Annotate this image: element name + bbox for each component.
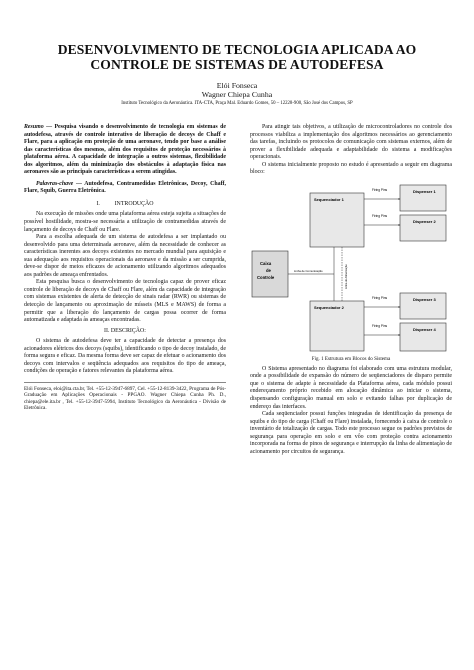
keywords: [24, 181, 226, 196]
dispenser-2-label: Dispenser 2: [413, 218, 436, 224]
right-paragraph-2: O sistema inicialmente proposto no estudo é apresentado a seguir em diagrama bloco:: [250, 161, 452, 176]
author-footnote: Elói Fonseca, eloi@ita.cta.br, Tel. +55-12-3947-6897, Cel. +55-12-8139-3422, Programa de Pós-Graduação em Aplicações Operacionais - PPGAO. Wagner Chiepa Cunha Ph. D., chiepa@ele.ita.br , Tel. +55-12-3947-5994, Instituto Tecnológico da Aeronáutica - Divisão de Eletrônica.: [24, 382, 226, 412]
section-heading-introduction: I. INTRODUÇÃO: [96, 200, 154, 207]
right-paragraph-4: Cada seqüenciador possui funções integradas de identificação da presença de squibs e do tipo de carga (Chaff ou Flare) instalada, fornecendo à caixa de controle o inventário de totalização de cargas. Todo este processo segue os padrões previstos de segurança para operação em solo e em vôo com proteção contra acionamento incorporada na forma de pinos de segurança e interrupção da linha de alimentação de acionamento por circuitos de segurança.: [250, 411, 452, 455]
comm-line-label: Linha de Comunicação: [294, 268, 323, 273]
intro-paragraph-3: Esta pesquisa busca o desenvolvimento de tecnologia capaz de prover eficaz controle de liberação de decoys de Chaff ou Flare, além da capacidade de integração com sistemas existentes de alerta de detecção de sinais radar (RWR) ou sistemas de detecção de lançamento ou aproximação de mísseis (MLS e MAWS) de forma a permitir que a liberação do lançamento de cargas possa ocorrer de forma automatizada e adaptada às ameaças encontradas.: [24, 279, 226, 324]
figure-caption: Fig. 1 Estrutura em Blocos do Sistema: [311, 355, 391, 362]
right-column: [250, 124, 452, 456]
left-column: [24, 124, 226, 412]
right-paragraph-1: Para atingir tais objetivos, a utilização de microcontroladores no controle dos processos viabiliza a implementação dos algoritmos necessários ao gerenciamento das tarefas, incluindo os protocolos de comunicação com sistemas externos, além de prover a flexibilidade adequada e adaptabilidade do sistema a modificações operacionais.: [250, 124, 452, 161]
dispenser-4-label: Dispenser 4: [413, 326, 436, 332]
firing-pins-label-1: Firing Pins: [372, 187, 388, 192]
control-box-label-2: de: [266, 267, 271, 273]
dispenser-3-label: Dispenser 3: [413, 296, 436, 302]
affiliation: Instituto Tecnológico da Aeronáutica. ITA-CTA, Praça Mal. Eduardo Gomes, 50 – 12228-900, São José dos Campos, SP: [121, 101, 353, 106]
abstract: [24, 124, 226, 177]
block-diagram: [250, 181, 452, 354]
firing-pins-label-2: Firing Pins: [372, 213, 388, 218]
abstract-label: Resumo: [24, 124, 44, 130]
control-box-label-3: Controle: [257, 274, 275, 280]
keywords-label: Palavras-chave: [36, 180, 74, 187]
intro-paragraph-1: Na execução de missões onde uma plataforma aérea esteja sujeita a situações de possível hostilidade, mostra-se necessária a utilização de contramedidas através de lançamento de decoys de Chaff ou Flare.: [24, 211, 226, 233]
title-line-2: CONTROLE DE SISTEMAS DE AUTODEFESA: [90, 57, 384, 72]
sequencer-2-label: Sequenciador 2: [314, 304, 344, 310]
firing-pins-label-3: Firing Pins: [372, 295, 388, 300]
control-box: [252, 251, 288, 297]
title-line-1: DESENVOLVIMENTO DE TECNOLOGIA APLICADA AO: [57, 42, 417, 57]
paper-title: [20, 42, 454, 72]
sequencer-1-label: Sequenciador 1: [314, 196, 344, 202]
intro-paragraph-2: Para a escolha adequada de um sistema de autodefesa a ser implantado ou desenvolvido para uma determinada aeronave, além da necessidade de conhecer as características inerentes aos decoys existentes no mercado mundial para aquisição e sua adequação aos requisitos operacionais da aeronave e da missão a ser cumprida, deve-se dispor de meios eficazes de acionamento utilizando algoritmos adequados aos padrões de ameaça enfrentados.: [24, 234, 226, 278]
abstract-text: — Pesquisa visando o desenvolvimento de tecnologia em sistemas de autodefesa, através de controle interativo de liberação de decoys de Chaff e Flare, para a aplicação em proteção de uma aeronave, tendo por base a análise das características dos mesmos, além dos requisitos de proteção necessários à plataforma aérea. A capacidade de integração a outros sistemas, flexibilidade dos algoritmos, além da minimização dos obstáculos à adaptação física nas aeronaves são as principais características a serem atingidas.: [24, 124, 226, 176]
section-heading-description: II. DESCRIÇÃO:: [104, 327, 146, 334]
right-paragraph-3: O Sistema apresentado no diagrama foi elaborado com uma estrutura modular, onde a possibilidade de expansão do número de seqüenciadores de disparo permite que o sistema de adapte à necessidade da Plataforma aérea, cada módulo possui endereçamento próprio recebido em alocação dinâmica ao iniciar o sistema, dispensando configuração manual em solo e evitando falhas por duplicação de endereço das interfaces.: [250, 365, 452, 410]
author-2: Wagner Chiepa Cunha: [201, 90, 273, 99]
power-line-label: Linha de Alimentação: [345, 264, 348, 289]
control-box-label-1: Caixa: [260, 260, 272, 266]
firing-pins-label-4: Firing Pins: [372, 323, 388, 328]
description-paragraph-1: O sistema de autodefesa deve ter a capacidade de detectar a presença dos acionadores elétricos dos decoys (squibs), identificando o tipo de decoy instalado, de forma segura e eficaz. Da mesma forma deve ser capaz de efetuar o acionamento dos decoys com intervalos e seqüência adequados aos requisitos do tipo de ameaça, condições de operação e fatores relevantes da plataforma aérea.: [24, 338, 226, 375]
keywords-text: — Autodefesa, Contramedidas Eletrônicas, Decoy, Chaff, Flare, Squib, Guerra Eletrônica.: [24, 180, 226, 195]
block-diagram-figure: [250, 181, 452, 354]
author-1: Elói Fonseca: [216, 81, 258, 90]
dispenser-1-label: Dispenser 1: [413, 188, 436, 194]
